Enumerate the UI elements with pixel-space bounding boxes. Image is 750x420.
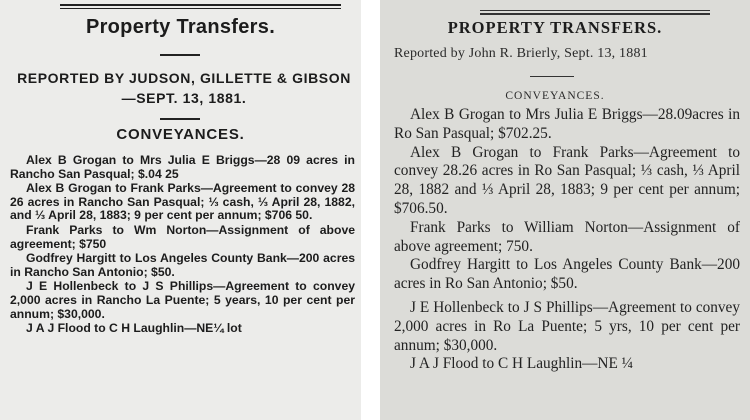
conveyance-entry: J E Hollenbeck to J S Phillips—Agreement to convey 2,000 acres in Ro La Puente; 5 yrs, 10 per cent per annum; $30,000.: [394, 298, 740, 354]
conveyance-entry: Godfrey Hargitt to Los Angeles County Bank—200 acres in Ro San Antonio; $50.: [394, 256, 740, 293]
clipping-byline: Reported by John R. Brierly, Sept. 13, 1881: [394, 46, 648, 61]
conveyance-list: [394, 106, 740, 374]
clipping-title: Property Transfers.: [85, 16, 276, 38]
conveyance-list: [10, 154, 355, 337]
title-divider: [160, 54, 200, 56]
clipping-separator: [361, 0, 380, 420]
section-heading: CONVEYANCES.: [116, 126, 245, 143]
conveyance-entry: Alex B Grogan to Frank Parks—Agreement to convey 28.26 acres in Ro San Pasqual; ⅓ cash, ⅓ April 28, 1882 and ⅓ April 28, 1883; 9 per cent per annum; $706.50.: [394, 143, 740, 217]
clipping-byline: REPORTED BY JUDSON, GILLETTE & GIBSON—SEPT. 13, 1881.: [17, 70, 351, 106]
conveyance-entry: J A J Flood to C H Laughlin—NE ¼: [410, 355, 634, 373]
conveyance-entry: Godfrey Hargitt to Los Angeles County Bank—200 acres in Rancho San Antonio; $50.: [10, 251, 355, 279]
header-rule: [480, 10, 710, 11]
right-newspaper-clipping: [380, 0, 750, 420]
byline-divider: [160, 118, 200, 120]
conveyance-entry: Alex B Grogan to Frank Parks—Agreement to convey 28 26 acres in Rancho San Pasqual; ⅓ cash, ⅓ April 28, 1882, and ⅓ April 28, 1883; 9 per cent per annum; $706 50.: [10, 181, 355, 223]
conveyance-entry: Frank Parks to William Norton—Assignment of above agreement; 750.: [394, 218, 740, 255]
section-heading: CONVEYANCES.: [505, 90, 605, 102]
conveyance-entry: J A J Flood to C H Laughlin—NE¼ lot: [26, 321, 242, 336]
clipping-title: PROPERTY TRANSFERS.: [447, 18, 663, 37]
conveyance-entry: Frank Parks to Wm Norton—Assignment of above agreement; $750: [10, 222, 355, 251]
left-newspaper-clipping: [0, 0, 361, 420]
header-rule-thin: [60, 8, 341, 9]
conveyance-entry: Alex B Grogan to Mrs Julia E Briggs—28 09 acres in Rancho San Pasqual; $.04 25: [10, 153, 355, 181]
header-rule-thick: [480, 13, 710, 15]
byline-divider: [530, 76, 574, 77]
conveyance-entry: Alex B Grogan to Mrs Julia E Briggs—28.09acres in Ro San Pasqual; $702.25.: [394, 106, 740, 142]
header-rule: [60, 4, 341, 6]
conveyance-entry: J E Hollenbeck to J S Phillips—Agreement to convey 2,000 acres in Rancho La Puente; 5 years, 10 per cent per annum; $30,000.: [10, 279, 355, 321]
